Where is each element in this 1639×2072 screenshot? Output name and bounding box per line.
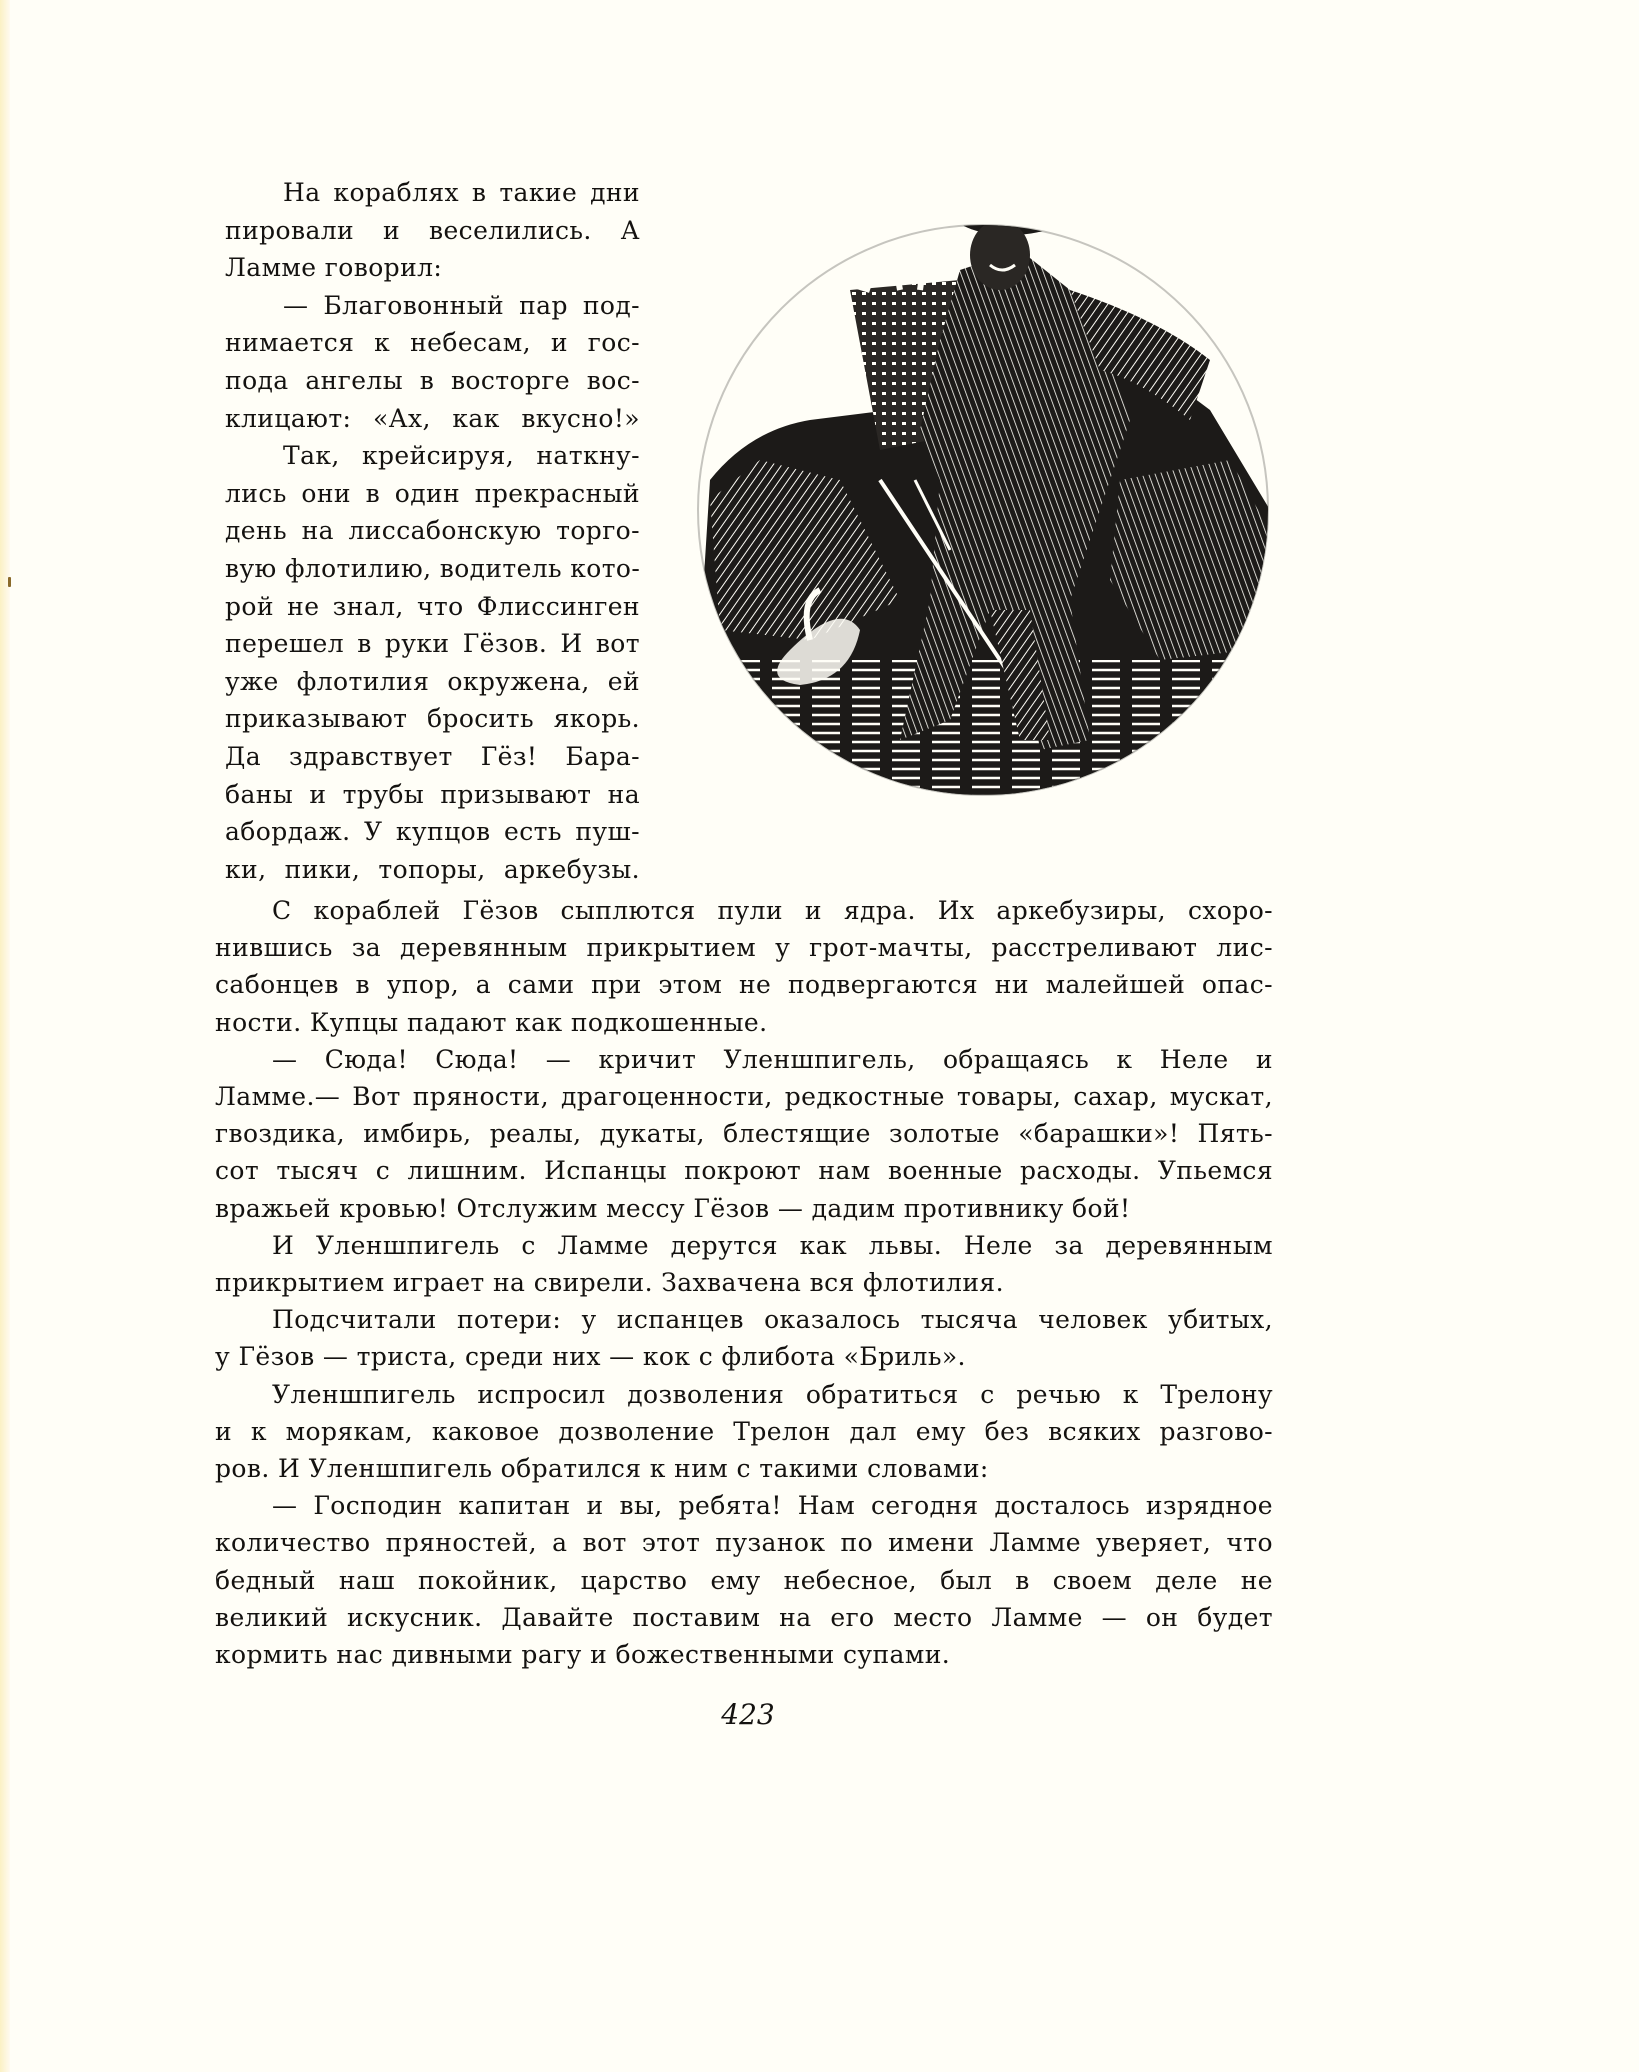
text-line: Да здравствует Гёз! Бара- xyxy=(225,742,640,771)
page-number: 423 xyxy=(721,1698,775,1731)
text-line: Так, крейсируя, наткну- xyxy=(283,441,640,471)
page-edge-mark xyxy=(8,577,11,587)
text-line: день на лиссабонскую торго- xyxy=(225,516,640,546)
text-line: Ламме говорил: xyxy=(225,253,443,283)
text-line: количество пряностей, а вот этот пузанок по имени Ламме уверяет, что xyxy=(215,1528,1273,1558)
text-line: прикрытием играет на свирели. Захвачена вся флотилия. xyxy=(215,1268,1004,1297)
text-line: И Уленшпигель с Ламме дерутся как львы. Неле за деревянным xyxy=(272,1230,1273,1260)
text-line: клицают: «Ах, как вкусно!» xyxy=(225,403,640,433)
text-line: — Благовонный пар под- xyxy=(283,290,640,320)
page-edge-strip xyxy=(0,0,10,2072)
text-line: ки, пики, топоры, аркебузы. xyxy=(225,854,640,884)
text-line: пода ангелы в восторге вос- xyxy=(225,366,640,395)
text-line: Подсчитали потери: у испанцев оказалось тысяча человек убитых, xyxy=(272,1305,1273,1335)
text-line: Уленшпигель испросил дозволения обратиться с речью к Трелону xyxy=(272,1379,1273,1409)
text-line: сабонцев в упор, а сами при этом не подвергаются ни малейшей опас- xyxy=(215,970,1273,1000)
text-line: уже флотилия окружена, ей xyxy=(225,666,640,696)
text-line: ров. И Уленшпигель обратился к ним с такими словами: xyxy=(215,1454,989,1483)
woodcut-illustration xyxy=(690,180,1280,800)
text-line: — Господин капитан и вы, ребята! Нам сегодня досталось изрядное xyxy=(272,1491,1273,1521)
text-line: кормить нас дивными рагу и божественными супами. xyxy=(215,1640,951,1669)
text-line: С кораблей Гёзов сыплются пули и ядра. Их аркебузиры, схоро- xyxy=(272,896,1273,925)
text-line: и к морякам, каковое дозволение Трелон дал ему без всяких разгово- xyxy=(215,1416,1273,1446)
text-line: вражьей кровью! Отслужим мессу Гёзов — дадим противнику бой! xyxy=(215,1193,1131,1223)
text-line: у Гёзов — триста, среди них — кок с флибота «Бриль». xyxy=(215,1342,966,1372)
text-line: пировали и веселились. А xyxy=(225,215,640,245)
text-line: рой не знал, что Флиссинген xyxy=(225,591,640,621)
text-line: нимается к небесам, и гос- xyxy=(225,328,640,358)
text-line: Ламме.— Вот пряности, драгоценности, редкостные товары, сахар, мускат, xyxy=(215,1082,1273,1111)
text-line: нившись за деревянным прикрытием у грот-мачты, расстреливают лис- xyxy=(215,933,1273,963)
text-line: ности. Купцы падают как подкошенные. xyxy=(215,1007,768,1037)
text-line: абордаж. У купцов есть пуш- xyxy=(225,817,640,847)
text-line: гвоздика, имбирь, реалы, дукаты, блестящие золотые «барашки»! Пять- xyxy=(215,1119,1273,1149)
text-line: великий искусник. Давайте поставим на его место Ламме — он будет xyxy=(215,1602,1273,1632)
text-line: лись они в один прекрасный xyxy=(225,478,640,508)
text-line: вую флотилию, водитель кото- xyxy=(225,554,641,583)
text-line: приказывают бросить якорь. xyxy=(225,704,640,734)
text-line: бедный наш покойник, царство ему небесное, был в своем деле не xyxy=(215,1565,1273,1595)
text-line: На кораблях в такие дни xyxy=(283,178,640,207)
text-line: сот тысяч с лишним. Испанцы покроют нам военные расходы. Упьемся xyxy=(215,1156,1273,1186)
text-line: баны и трубы призывают на xyxy=(225,779,640,809)
text-line: — Сюда! Сюда! — кричит Уленшпигель, обращаясь к Неле и xyxy=(272,1044,1273,1074)
text-line: перешел в руки Гёзов. И вот xyxy=(225,629,640,659)
